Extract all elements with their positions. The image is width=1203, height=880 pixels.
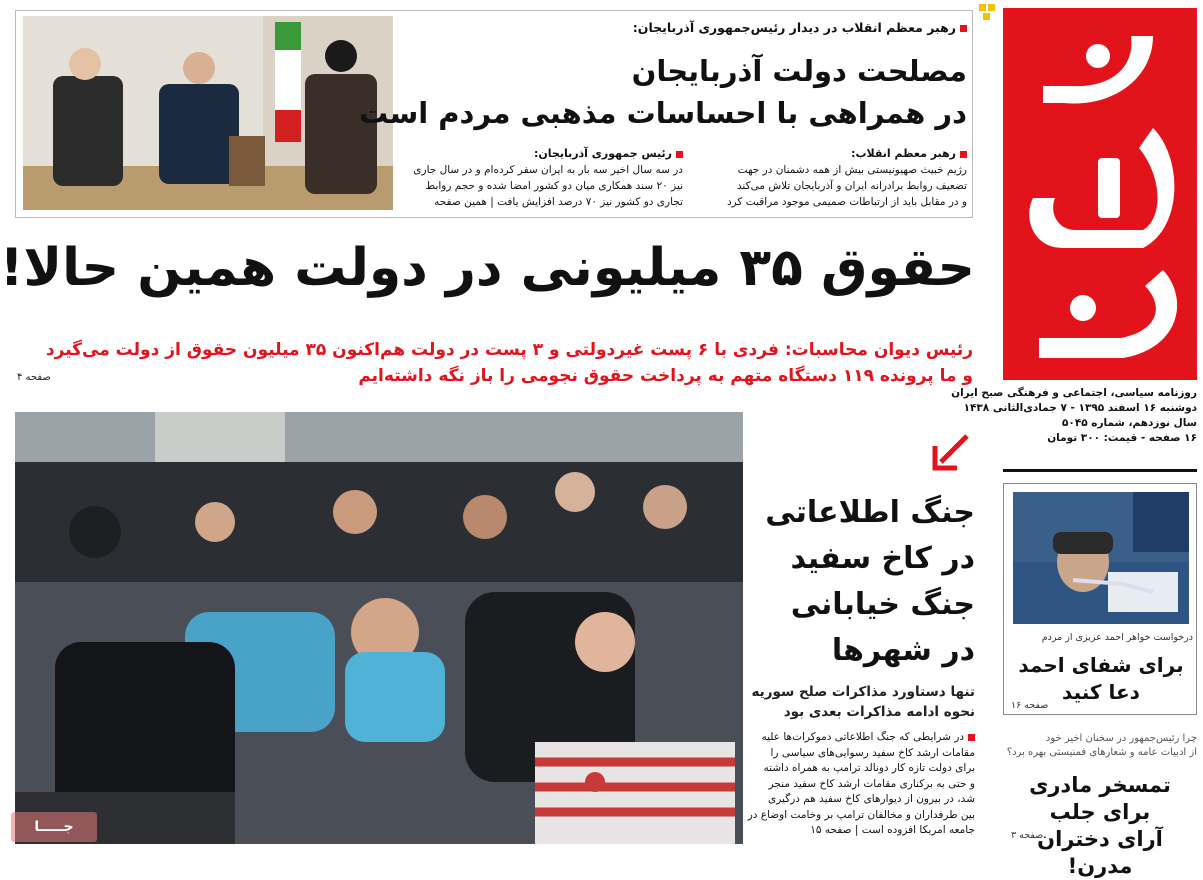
newspaper-logo	[1003, 8, 1197, 380]
main-subheadline-line: و ما پرونده ۱۱۹ دستگاه متهم به پرداخت حقوق نجومی را باز نگه داشته‌ایم	[358, 366, 973, 386]
sidebar-2-title-line: تمسخر مادری برای جلب	[1029, 773, 1171, 824]
main-subheadline-line: رئیس دیوان محاسبات: فردی با ۶ پست غیردولتی و ۳ پست در دولت هم‌اکنون ۳۵ میلیون حقوق از دولت می‌گیرد	[45, 340, 973, 360]
sidebar-1-title-line: برای شفای احمد	[1018, 653, 1184, 677]
column-kicker: رهبر معظم انقلاب:	[851, 147, 956, 160]
sidebar-1-kicker: درخواست خواهر احمد عزیزی از مردم	[1041, 632, 1193, 643]
feature-body-line: مقامات ارشد کاخ سفید رسوایی‌های سیاسی را	[770, 746, 975, 759]
masthead-dots-icon	[979, 4, 1001, 24]
column-line: نیز ۲۰ سند همکاری میان دو کشور امضا شده و حجم روابط	[425, 180, 683, 192]
masthead-date: دوشنبه ۱۶ اسفند ۱۳۹۵ - ۷ جمادی‌الثانی ۱۴۳۸	[963, 402, 1197, 414]
feature-body-line: در شرایطی که جنگ اطلاعاتی دموکرات‌ها علیه	[761, 731, 964, 743]
sidebar-1-page-ref: صفحه ۱۶	[1011, 700, 1049, 711]
feature-headline[interactable]	[753, 490, 975, 674]
column-line: تضعیف روابط برادرانه ایران و آذربایجان تلاش می‌کند	[736, 180, 967, 192]
main-headline[interactable]: حقوق ۳۵ میلیونی در دولت همین حالا!	[0, 238, 975, 298]
bullet-square-icon	[968, 734, 975, 741]
sidebar-2-title-line: آرای دختران مدرن!	[1037, 827, 1163, 878]
feature-body-line: بین طرفداران و مخالفان ترامپ بر وخامت اوضاع در	[747, 808, 975, 821]
main-story-page-ref: صفحه ۴	[17, 372, 51, 383]
masthead-divider	[1003, 469, 1197, 472]
sidebar-2-page-ref: صفحه ۳	[1011, 830, 1044, 841]
masthead-price: ۱۶ صفحه - قیمت: ۳۰۰ تومان	[1047, 432, 1197, 444]
column-line: و در مقابل باید از ارتباطات صمیمی موجود مراقبت کرد	[726, 196, 967, 208]
top-story-column-right	[693, 146, 967, 210]
top-story-column-left	[403, 146, 683, 210]
sidebar-1-photo[interactable]	[1013, 492, 1189, 624]
feature-body-line: برای دولت تازه کار دونالد ترامپ به همراه داشته	[763, 762, 975, 774]
main-subheadline	[45, 337, 973, 389]
main-photo[interactable]	[15, 412, 743, 844]
column-kicker: رئیس جمهوری آذربایجان:	[533, 147, 672, 160]
feature-sub-line: نحوه ادامه مذاکرات بعدی بود	[783, 704, 975, 720]
feature-body	[747, 730, 975, 839]
column-line: در سه سال اخیر سه بار به ایران سفر کرده‌ام و در سال جاری	[413, 164, 683, 176]
masthead-issue: سال نوزدهم، شماره ۵۰۴۵	[1062, 417, 1197, 429]
sidebar-2-kicker	[1003, 732, 1197, 760]
street-clash-photo-icon	[15, 412, 743, 844]
feature-subheadline	[753, 682, 975, 722]
top-story-photo[interactable]	[23, 16, 393, 210]
top-story-kicker	[403, 20, 967, 35]
feature-headline-line: در شهرها	[831, 633, 975, 668]
arrow-down-left-icon	[929, 430, 973, 474]
top-story-headline[interactable]: مصلحت دولت آذربایجان	[631, 54, 967, 88]
feature-body-line: جامعه امریکا افزوده است | صفحه ۱۵	[810, 824, 975, 836]
sidebar-2-title[interactable]	[1003, 772, 1197, 880]
feature-sub-line: تنها دستاورد مذاکرات صلح سوریه	[751, 684, 975, 700]
feature-headline-line: جنگ خیابانی	[790, 587, 975, 622]
top-story-headline-2[interactable]: در همراهی با احساسات مذهبی مردم است	[359, 96, 967, 130]
javan-logo-icon	[1003, 8, 1197, 380]
sidebar-1-title-line: دعا کنید	[1062, 680, 1140, 704]
bullet-square-icon	[676, 151, 683, 158]
feature-body-line: شد، در بیرون از دیوارهای کاخ سفید هم درگیری	[768, 793, 975, 805]
feature-headline-line: در کاخ سفید	[790, 541, 975, 576]
feature-headline-line: جنگ اطلاعاتی	[765, 495, 975, 530]
sidebar-2-kicker-line: از ادبیات عامه و شعارهای فمنیستی بهره برد؟	[1006, 747, 1197, 758]
sidebar-1-title[interactable]	[1011, 652, 1191, 706]
masthead-info-line: روزنامه سیاسی، اجتماعی و فرهنگی صبح ایران	[951, 387, 1197, 399]
top-story-kicker-text: رهبر معظم انقلاب در دیدار رئیس‌جمهوری آذربایجان:	[632, 20, 956, 35]
column-line: تجاری دو کشور نیز ۷۰ درصد افزایش یافت | همین صفحه	[434, 196, 683, 208]
feature-body-line: و حتی به برکناری مقامات ارشد کاخ سفید منجر	[768, 777, 975, 790]
meeting-photo-icon	[23, 16, 393, 210]
column-line: رژیم خبیث صهیونیستی بیش از همه دشمنان در جهت	[737, 164, 967, 176]
bullet-square-icon	[960, 25, 967, 32]
sidebar-2-kicker-line: چرا رئیس‌جمهور در سخنان اخیر خود	[1045, 733, 1197, 744]
masthead-info	[951, 386, 1197, 446]
hospital-photo-icon	[1013, 492, 1189, 624]
bullet-square-icon	[960, 151, 967, 158]
watermark: جـــــا	[11, 812, 97, 842]
